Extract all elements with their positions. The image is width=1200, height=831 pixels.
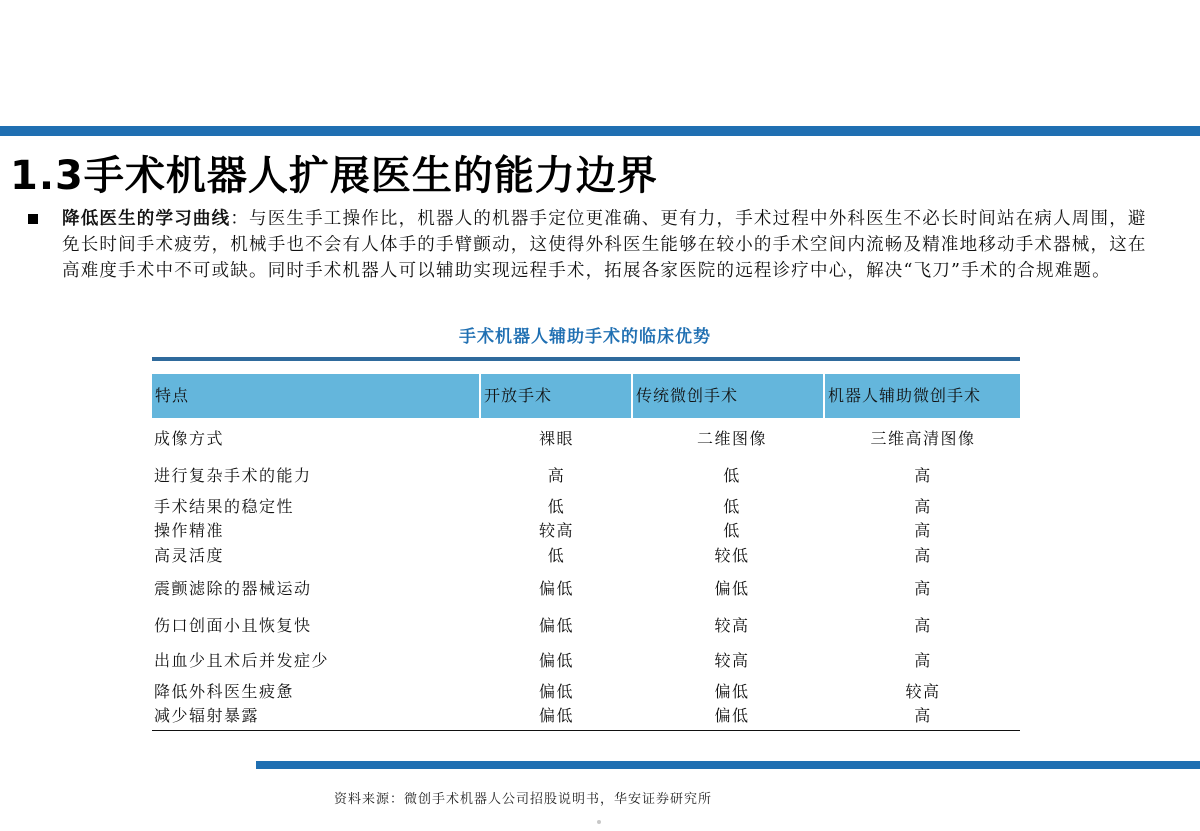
cell-robotic: 高 [914,579,932,598]
cell-traditional: 低 [723,497,741,516]
table-row [152,704,1020,728]
cell-traditional: 较低 [714,546,750,565]
row-label: 震颤滤除的器械运动 [154,579,312,598]
bullet-text [62,206,1150,284]
cell-robotic: 高 [914,616,932,635]
header-cell-open: 开放手术 [481,374,633,418]
row-label: 出血少且术后并发症少 [154,651,330,670]
cell-robotic: 高 [914,651,932,670]
table-row [152,649,1020,673]
row-label: 降低外科医生疲惫 [154,682,295,701]
source-note: 资料来源：微创手术机器人公司招股说明书，华安证券研究所 [334,792,713,807]
table-row [152,519,1020,543]
cell-robotic: 较高 [905,682,941,701]
top-blue-rule [0,126,1200,136]
cell-traditional: 偏低 [714,579,750,598]
cell-traditional: 较高 [714,616,750,635]
table-row [152,427,1020,451]
page-dot [597,820,601,824]
cell-open: 较高 [538,521,574,540]
cell-open: 裸眼 [538,429,574,448]
table-row [152,464,1020,488]
table-top-rule [152,357,1020,361]
table-row [152,577,1020,601]
cell-open: 偏低 [538,706,574,725]
table-row [152,680,1020,704]
cell-traditional: 低 [723,466,741,485]
row-label: 成像方式 [154,429,225,448]
table-bottom-rule [152,730,1020,731]
cell-open: 偏低 [538,579,574,598]
cell-traditional: 偏低 [714,706,750,725]
cell-open: 偏低 [538,682,574,701]
footer-blue-rule [256,761,1200,769]
cell-open: 偏低 [538,651,574,670]
cell-robotic: 高 [914,546,932,565]
row-label: 手术结果的稳定性 [154,497,295,516]
bullet-body: ：与医生手工操作比，机器人的机器手定位更准确、更有力，手术过程中外科医生不必长时间站在病人周围，避免长时间手术疲劳，机械手也不会有人体手的手臂颤动，这使得外科医生能够在较小的手术空间内流畅及精准地移动手术器械，这在高难度手术中不可或缺。同时手术机器人可以辅助实现远程手术，拓展各家医院的远程诊疗中心，解决“飞刀”手术的合规难题。 [62,209,1147,281]
table-header [152,374,1020,418]
row-label: 进行复杂手术的能力 [154,466,312,485]
cell-robotic: 高 [914,706,932,725]
table-row [152,544,1020,568]
cell-traditional: 较高 [714,651,750,670]
page-title: 1.3手术机器人扩展医生的能力边界 [10,153,658,199]
cell-traditional: 偏低 [714,682,750,701]
header-cell-feature: 特点 [152,374,481,418]
cell-robotic: 高 [914,521,932,540]
cell-robotic: 三维高清图像 [870,429,976,448]
row-label: 减少辐射暴露 [154,706,260,725]
cell-robotic: 高 [914,497,932,516]
bullet-paragraph [20,206,1150,284]
cell-robotic: 高 [914,466,932,485]
header-cell-traditional: 传统微创手术 [633,374,825,418]
cell-open: 低 [547,497,566,516]
header-cell-robotic: 机器人辅助微创手术 [828,386,982,405]
row-label: 操作精准 [154,521,225,540]
cell-open: 偏低 [538,616,574,635]
cell-open: 低 [547,546,566,565]
cell-open: 高 [547,466,566,485]
table-row [152,614,1020,638]
cell-traditional: 二维图像 [696,429,767,448]
row-label: 高灵活度 [154,546,225,565]
table-caption: 手术机器人辅助手术的临床优势 [459,327,711,347]
row-label: 伤口创面小且恢复快 [154,616,312,635]
bullet-lead: 降低医生的学习曲线 [62,209,231,229]
cell-traditional: 低 [723,521,741,540]
table-row [152,495,1020,519]
square-bullet-icon [28,214,38,224]
